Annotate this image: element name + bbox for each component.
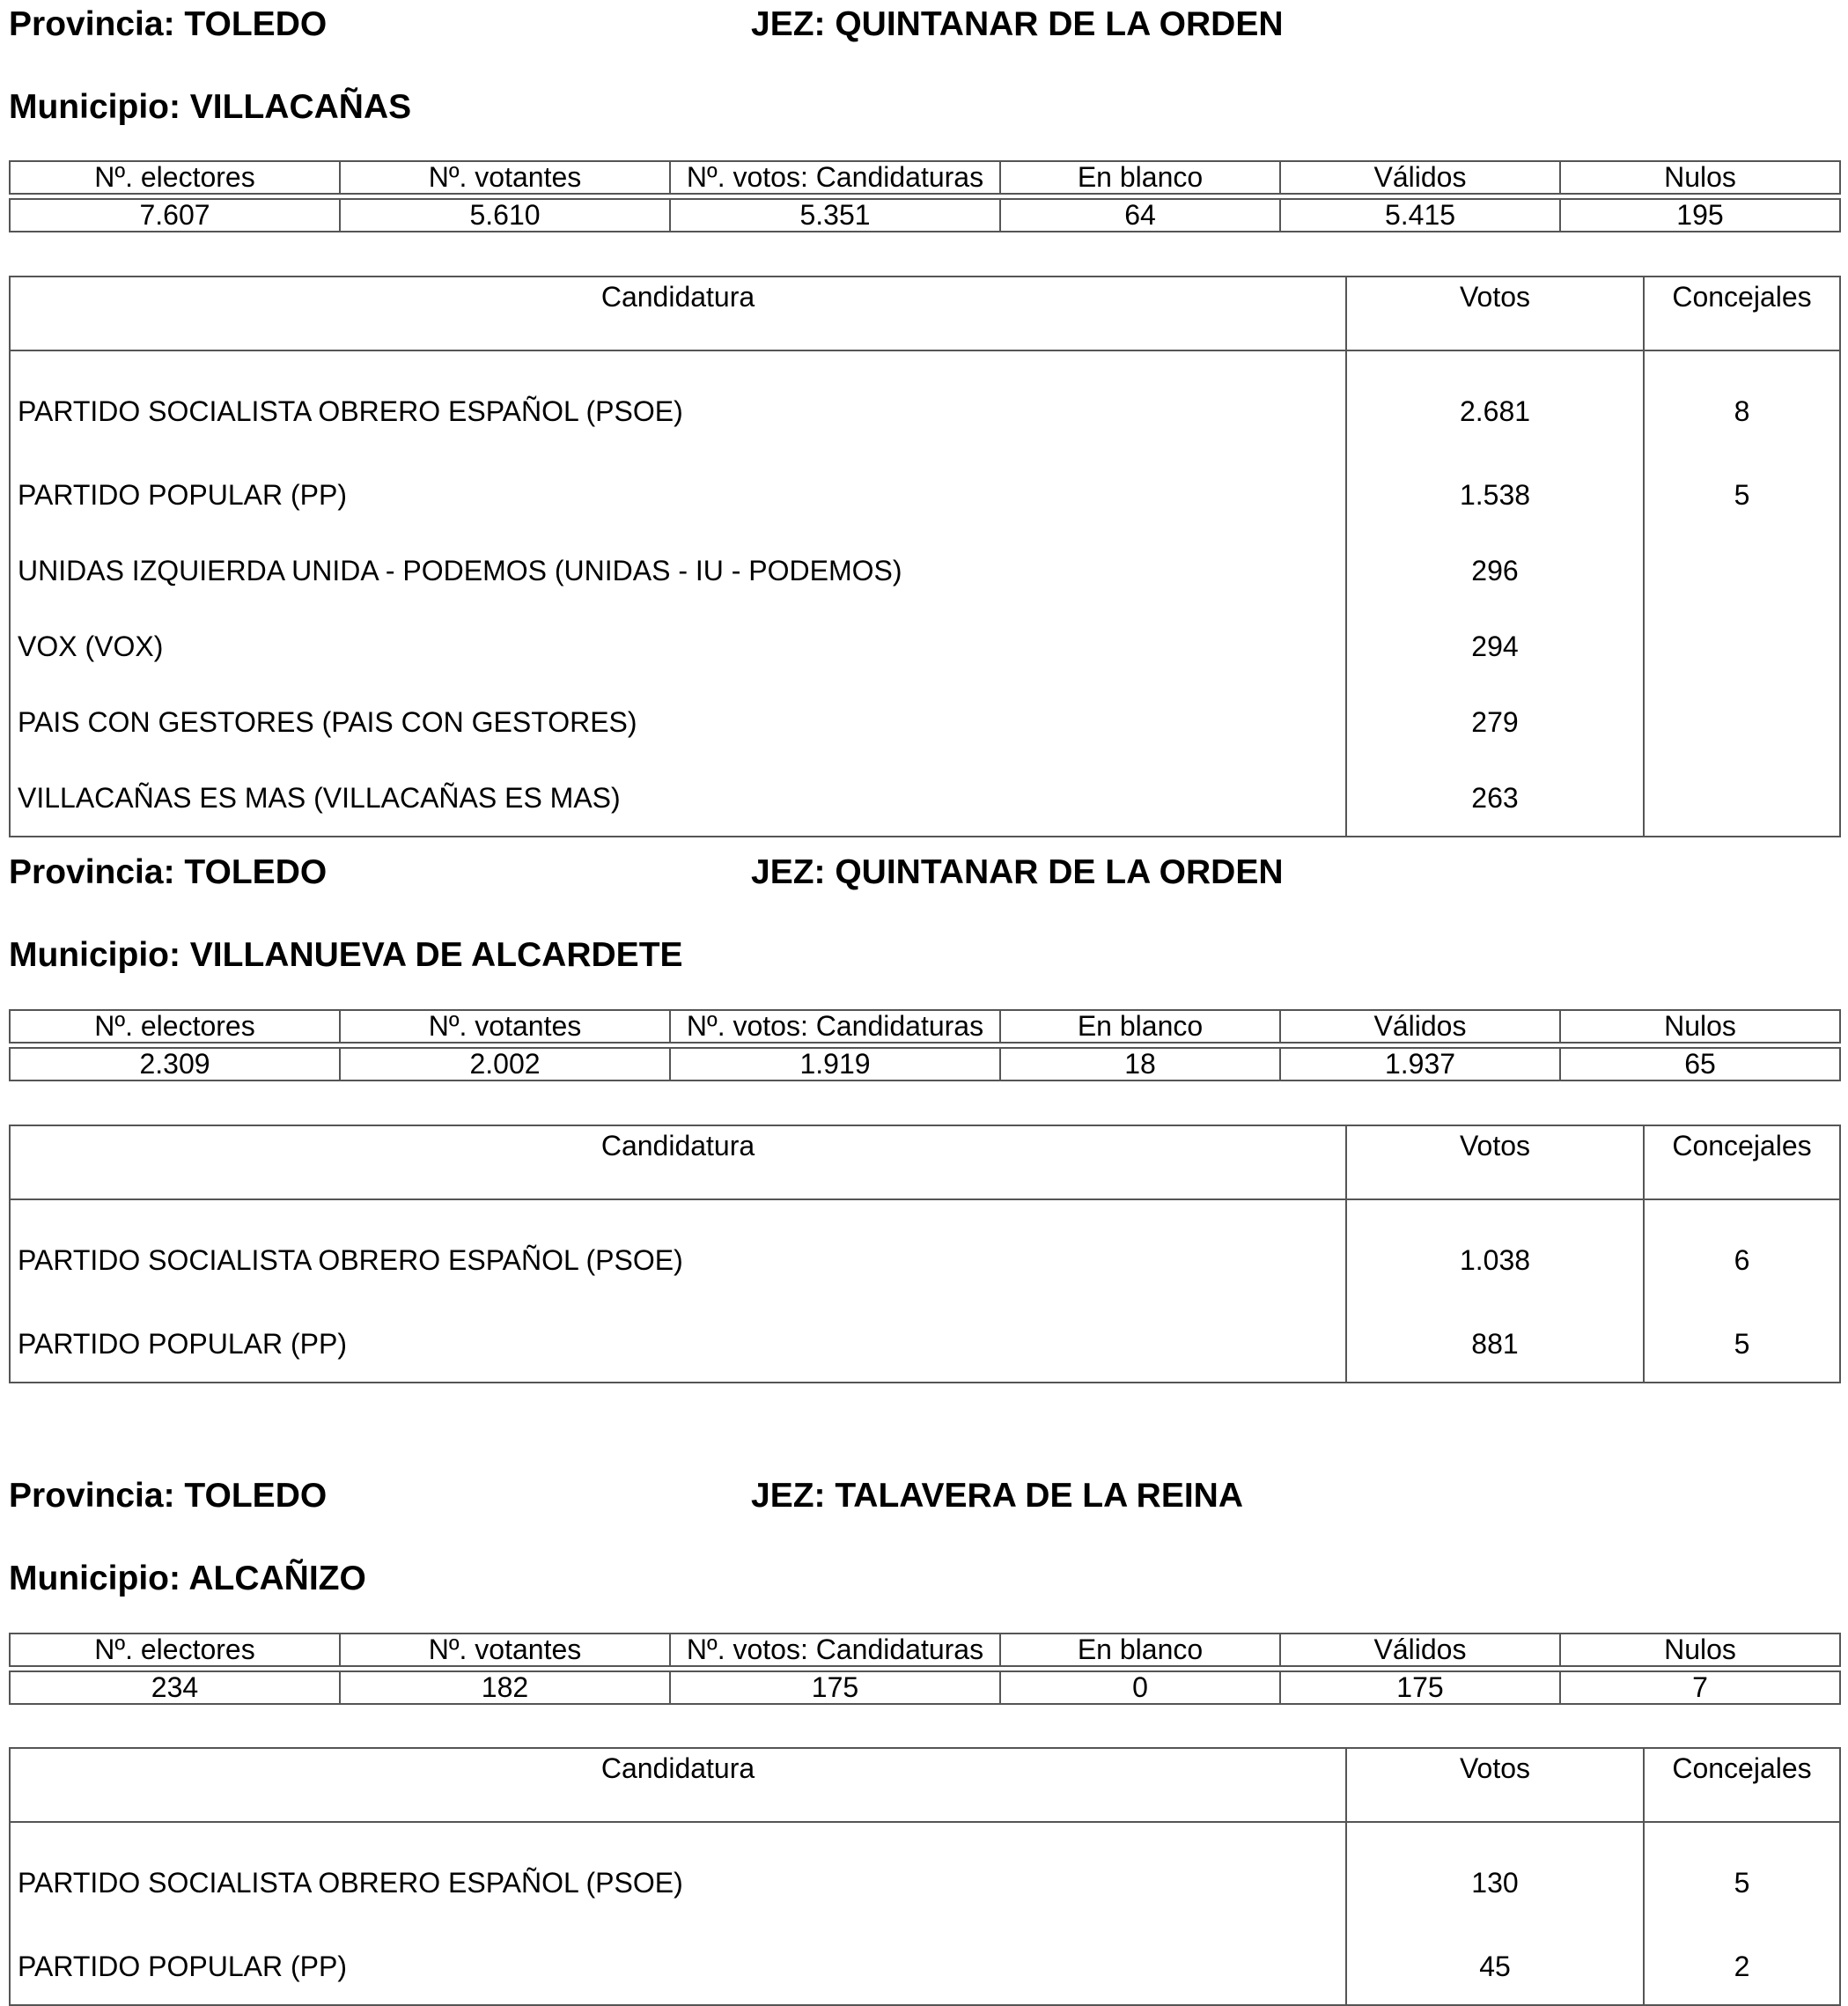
value-validos: 175 bbox=[1280, 1671, 1560, 1704]
candidatura-votos: 263 bbox=[1346, 760, 1644, 837]
header-en-blanco: En blanco bbox=[1000, 161, 1280, 194]
municipio-heading: Municipio: VILLACAÑAS bbox=[9, 88, 412, 126]
candidatura-concejales: 5 bbox=[1644, 1306, 1840, 1383]
header-electores: Nº. electores bbox=[10, 1010, 340, 1043]
results-row bbox=[10, 1822, 1840, 1929]
header-votos: Votos bbox=[1346, 1748, 1644, 1822]
results-row bbox=[10, 533, 1840, 608]
candidatura-votos: 881 bbox=[1346, 1306, 1644, 1383]
candidatura-votos: 279 bbox=[1346, 684, 1644, 760]
candidatura-concejales bbox=[1644, 533, 1840, 608]
value-electores: 234 bbox=[10, 1671, 340, 1704]
results-row bbox=[10, 760, 1840, 837]
candidatura-votos: 45 bbox=[1346, 1929, 1644, 2005]
header-concejales: Concejales bbox=[1644, 1748, 1840, 1822]
header-candidatura: Candidatura bbox=[10, 277, 1346, 350]
results-header-row bbox=[10, 1125, 1840, 1199]
header-votos-candidaturas: Nº. votos: Candidaturas bbox=[670, 1634, 1000, 1666]
value-nulos: 7 bbox=[1560, 1671, 1840, 1704]
header-nulos: Nulos bbox=[1560, 1634, 1840, 1666]
candidatura-name: UNIDAS IZQUIERDA UNIDA - PODEMOS (UNIDAS - IU - PODEMOS) bbox=[10, 533, 1346, 608]
header-validos: Válidos bbox=[1280, 161, 1560, 194]
results-table bbox=[9, 276, 1841, 837]
value-votos-candidaturas: 5.351 bbox=[670, 199, 1000, 232]
candidatura-concejales bbox=[1644, 608, 1840, 684]
candidatura-name: PARTIDO POPULAR (PP) bbox=[10, 1929, 1346, 2005]
summary-table bbox=[9, 1009, 1841, 1081]
header-votantes: Nº. votantes bbox=[340, 1634, 670, 1666]
header-votos-candidaturas: Nº. votos: Candidaturas bbox=[670, 161, 1000, 194]
candidatura-votos: 1.038 bbox=[1346, 1199, 1644, 1306]
results-row bbox=[10, 457, 1840, 533]
value-en-blanco: 64 bbox=[1000, 199, 1280, 232]
header-concejales: Concejales bbox=[1644, 1125, 1840, 1199]
candidatura-name: PARTIDO SOCIALISTA OBRERO ESPAÑOL (PSOE) bbox=[10, 350, 1346, 457]
value-validos: 5.415 bbox=[1280, 199, 1560, 232]
value-en-blanco: 0 bbox=[1000, 1671, 1280, 1704]
results-row bbox=[10, 350, 1840, 457]
candidatura-name: VOX (VOX) bbox=[10, 608, 1346, 684]
summary-values-row bbox=[10, 199, 1840, 232]
header-votos: Votos bbox=[1346, 1125, 1644, 1199]
results-row bbox=[10, 1199, 1840, 1306]
candidatura-concejales: 2 bbox=[1644, 1929, 1840, 2005]
results-row bbox=[10, 684, 1840, 760]
header-votos-candidaturas: Nº. votos: Candidaturas bbox=[670, 1010, 1000, 1043]
candidatura-votos: 130 bbox=[1346, 1822, 1644, 1929]
results-row bbox=[10, 1306, 1840, 1383]
header-electores: Nº. electores bbox=[10, 1634, 340, 1666]
value-en-blanco: 18 bbox=[1000, 1048, 1280, 1080]
candidatura-name: VILLACAÑAS ES MAS (VILLACAÑAS ES MAS) bbox=[10, 760, 1346, 837]
candidatura-name: PARTIDO SOCIALISTA OBRERO ESPAÑOL (PSOE) bbox=[10, 1199, 1346, 1306]
candidatura-concejales bbox=[1644, 684, 1840, 760]
header-nulos: Nulos bbox=[1560, 161, 1840, 194]
candidatura-concejales: 8 bbox=[1644, 350, 1840, 457]
results-table bbox=[9, 1747, 1841, 2006]
header-validos: Válidos bbox=[1280, 1010, 1560, 1043]
candidatura-name: PARTIDO POPULAR (PP) bbox=[10, 1306, 1346, 1383]
candidatura-votos: 294 bbox=[1346, 608, 1644, 684]
header-concejales: Concejales bbox=[1644, 277, 1840, 350]
candidatura-name: PARTIDO SOCIALISTA OBRERO ESPAÑOL (PSOE) bbox=[10, 1822, 1346, 1929]
value-validos: 1.937 bbox=[1280, 1048, 1560, 1080]
jez-heading: JEZ: QUINTANAR DE LA ORDEN bbox=[751, 5, 1284, 43]
candidatura-votos: 296 bbox=[1346, 533, 1644, 608]
candidatura-name: PAIS CON GESTORES (PAIS CON GESTORES) bbox=[10, 684, 1346, 760]
header-candidatura: Candidatura bbox=[10, 1125, 1346, 1199]
results-row bbox=[10, 1929, 1840, 2005]
value-nulos: 65 bbox=[1560, 1048, 1840, 1080]
provincia-heading: Provincia: TOLEDO bbox=[9, 5, 328, 43]
municipio-heading: Municipio: VILLANUEVA DE ALCARDETE bbox=[9, 936, 683, 974]
header-candidatura: Candidatura bbox=[10, 1748, 1346, 1822]
value-nulos: 195 bbox=[1560, 199, 1840, 232]
candidatura-votos: 2.681 bbox=[1346, 350, 1644, 457]
header-electores: Nº. electores bbox=[10, 161, 340, 194]
summary-values-row bbox=[10, 1671, 1840, 1704]
candidatura-votos: 1.538 bbox=[1346, 457, 1644, 533]
candidatura-concejales: 6 bbox=[1644, 1199, 1840, 1306]
provincia-heading: Provincia: TOLEDO bbox=[9, 1477, 328, 1515]
results-header-row bbox=[10, 1748, 1840, 1822]
header-votantes: Nº. votantes bbox=[340, 1010, 670, 1043]
value-electores: 7.607 bbox=[10, 199, 340, 232]
value-electores: 2.309 bbox=[10, 1048, 340, 1080]
results-header-row bbox=[10, 277, 1840, 350]
results-table bbox=[9, 1125, 1841, 1383]
header-votantes: Nº. votantes bbox=[340, 161, 670, 194]
value-votantes: 182 bbox=[340, 1671, 670, 1704]
results-row bbox=[10, 608, 1840, 684]
value-votantes: 2.002 bbox=[340, 1048, 670, 1080]
candidatura-concejales bbox=[1644, 760, 1840, 837]
candidatura-concejales: 5 bbox=[1644, 1822, 1840, 1929]
summary-header-row bbox=[10, 1010, 1840, 1043]
summary-table bbox=[9, 1633, 1841, 1705]
header-nulos: Nulos bbox=[1560, 1010, 1840, 1043]
summary-values-row bbox=[10, 1048, 1840, 1080]
municipio-heading: Municipio: ALCAÑIZO bbox=[9, 1560, 366, 1597]
value-votos-candidaturas: 175 bbox=[670, 1671, 1000, 1704]
header-en-blanco: En blanco bbox=[1000, 1634, 1280, 1666]
candidatura-name: PARTIDO POPULAR (PP) bbox=[10, 457, 1346, 533]
header-validos: Válidos bbox=[1280, 1634, 1560, 1666]
header-votos: Votos bbox=[1346, 277, 1644, 350]
provincia-heading: Provincia: TOLEDO bbox=[9, 853, 328, 891]
header-en-blanco: En blanco bbox=[1000, 1010, 1280, 1043]
candidatura-concejales: 5 bbox=[1644, 457, 1840, 533]
value-votantes: 5.610 bbox=[340, 199, 670, 232]
summary-table bbox=[9, 160, 1841, 232]
jez-heading: JEZ: QUINTANAR DE LA ORDEN bbox=[751, 853, 1284, 891]
summary-header-row bbox=[10, 161, 1840, 194]
summary-header-row bbox=[10, 1634, 1840, 1666]
jez-heading: JEZ: TALAVERA DE LA REINA bbox=[751, 1477, 1244, 1515]
value-votos-candidaturas: 1.919 bbox=[670, 1048, 1000, 1080]
